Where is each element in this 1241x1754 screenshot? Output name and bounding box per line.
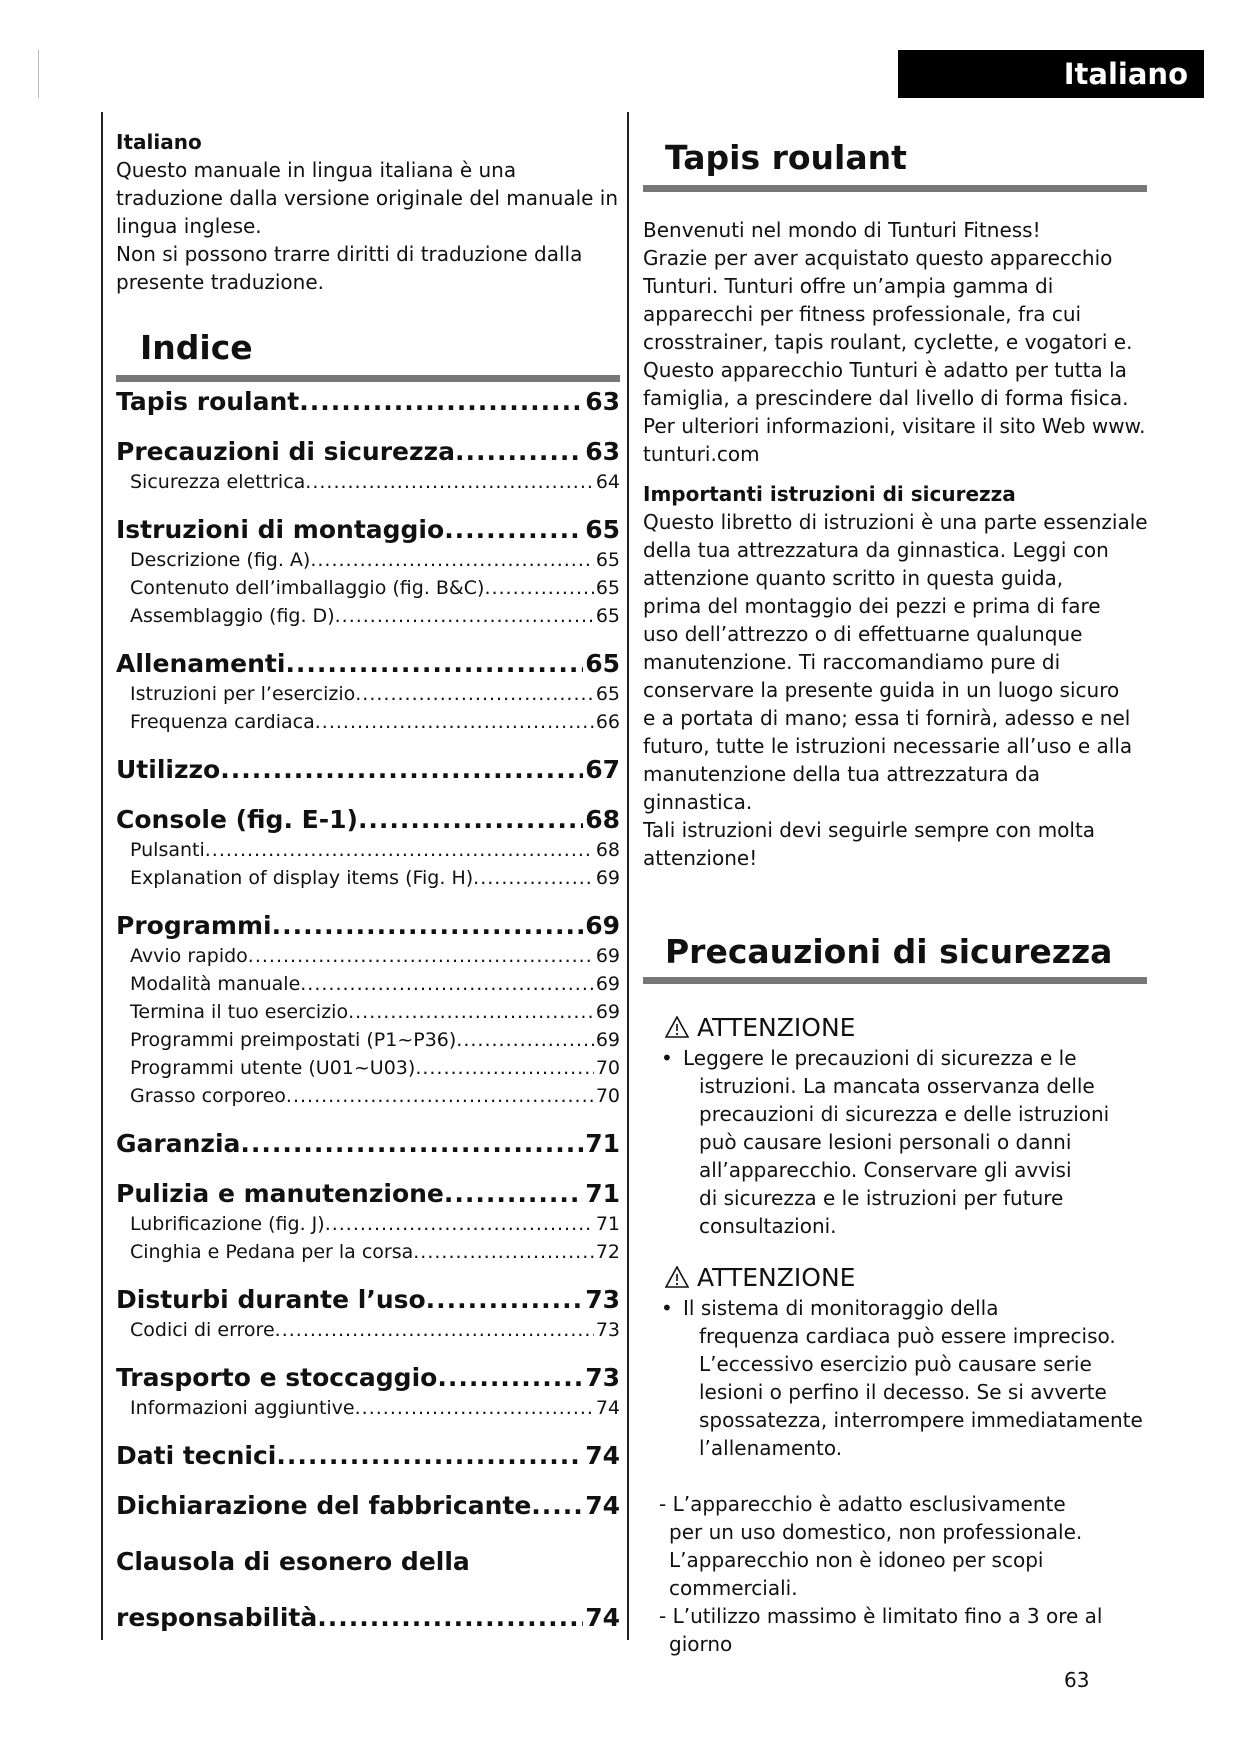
warning-label: ATTENZIONE	[697, 1012, 856, 1042]
warning-label: ATTENZIONE	[697, 1262, 856, 1292]
toc-entry[interactable]	[116, 648, 620, 680]
toc-leader-dots	[220, 754, 583, 786]
text-line: Benvenuti nel mondo di Tunturi Fitness!	[643, 218, 1041, 242]
toc-subentry-title: Descrizione (fig. A)	[130, 549, 311, 571]
text-line: della tua attrezzatura da ginnastica. Leggi con	[643, 538, 1109, 562]
toc-subentry-page: 65	[595, 605, 620, 627]
warning-text: di sicurezza e le istruzioni per future	[699, 1186, 1064, 1210]
intro-line: presente traduzione.	[116, 270, 325, 294]
toc-entry-page: 74	[585, 1441, 620, 1470]
toc-leader-dots	[348, 998, 594, 1026]
toc-leader-dots	[413, 1238, 594, 1266]
toc-entry-page: 71	[585, 1129, 620, 1158]
left-column	[116, 128, 620, 1634]
text-line: apparecchi per fitness professionale, fra cui	[643, 302, 1082, 326]
toc-list	[116, 386, 620, 1522]
tapis-welcome-text	[643, 216, 1153, 468]
toc-subentry[interactable]	[116, 602, 620, 630]
toc-entry-title: Dati tecnici	[116, 1441, 277, 1470]
intro-line: Non si possono trarre diritti di traduzione dalla	[116, 242, 583, 266]
toc-title-rule	[116, 375, 620, 382]
toc-subentry-title: Contenuto dell’imballaggio (fig. B&C)	[130, 577, 485, 599]
toc-subentry[interactable]	[116, 1394, 620, 1422]
toc-entry[interactable]	[116, 1178, 620, 1210]
warning-triangle-icon	[665, 1266, 689, 1288]
toc-subentry[interactable]	[116, 942, 620, 970]
toc-subentry-title: Modalità manuale	[130, 973, 301, 995]
text-line: tunturi.com	[643, 442, 760, 466]
toc-entry-title: Trasporto e stoccaggio	[116, 1363, 438, 1392]
toc-subentry-title: Lubrificazione (fig. J)	[130, 1213, 325, 1235]
section-rule-tapis	[643, 185, 1147, 192]
text-line: Tunturi. Tunturi offre un’ampia gamma di	[643, 274, 1054, 298]
warning-text: precauzioni di sicurezza e delle istruzioni	[699, 1102, 1110, 1126]
toc-subentry-title: Explanation of display items (Fig. H)	[130, 867, 474, 889]
warning-text: l’allenamento.	[699, 1436, 843, 1460]
toc-entry[interactable]	[116, 1128, 620, 1160]
toc-subentry[interactable]	[116, 836, 620, 864]
toc-leader-dots	[315, 708, 594, 736]
toc-subentry-page: 69	[595, 1001, 620, 1023]
toc-title: Indice	[140, 328, 253, 367]
note-line: commerciali.	[669, 1576, 798, 1600]
toc-entry[interactable]	[116, 514, 620, 546]
text-line: Questo apparecchio Tunturi è adatto per tutta la	[643, 358, 1127, 382]
toc-subentry[interactable]	[116, 1210, 620, 1238]
warning-text: Il sistema di monitoraggio della	[683, 1296, 999, 1320]
toc-subentry-title: Assemblaggio (fig. D)	[130, 605, 335, 627]
text-line: attenzione!	[643, 846, 758, 870]
toc-leader-dots	[248, 942, 594, 970]
toc-entry-page: 69	[585, 911, 620, 940]
toc-leader-dots	[444, 514, 583, 546]
toc-entry[interactable]	[116, 804, 620, 836]
toc-entry-page: 63	[585, 387, 620, 416]
toc-subentry-page: 69	[595, 973, 620, 995]
intro-line: Questo manuale in lingua italiana è una	[116, 158, 517, 182]
toc-subentry-title: Programmi preimpostati (P1~P36)	[130, 1029, 457, 1051]
section-rule-precauzioni	[643, 977, 1147, 984]
text-line: prima del montaggio dei pezzi e prima di fare	[643, 594, 1101, 618]
toc-entry-disclaimer[interactable]: responsabilità ..... 74	[116, 1602, 620, 1634]
text-line: manutenzione. Ti raccomandiamo pure di	[643, 650, 1061, 674]
toc-subentry[interactable]	[116, 864, 620, 892]
toc-subentry-title: Codici di errore	[130, 1319, 275, 1341]
intro-heading: Italiano	[116, 130, 202, 154]
text-line: uso dell’attrezzo o di effettuarne qualunque	[643, 622, 1083, 646]
toc-entry-page: 74	[585, 1491, 620, 1520]
note-line: L’apparecchio non è idoneo per scopi	[669, 1548, 1044, 1572]
toc-leader-dots	[300, 970, 594, 998]
toc-subentry[interactable]	[116, 1316, 620, 1344]
toc-entry-disclaimer-line1[interactable]: Clausola di esonero della	[116, 1547, 470, 1576]
section-title-tapis: Tapis roulant	[665, 138, 907, 177]
section-title-precauzioni: Precauzioni di sicurezza	[665, 932, 1113, 971]
toc-entry-page: 73	[585, 1285, 620, 1314]
toc-leader-dots	[276, 1440, 583, 1472]
toc-subentry[interactable]	[116, 708, 620, 736]
toc-subentry-title: Pulsanti	[130, 839, 205, 861]
note-line: giorno	[669, 1632, 733, 1656]
text-line: Per ulteriori informazioni, visitare il sito Web www.	[643, 414, 1146, 438]
toc-entry[interactable]	[116, 910, 620, 942]
toc-leader-dots	[240, 1128, 583, 1160]
toc-leader-dots	[305, 468, 594, 496]
text-line: famiglia, a prescindere dal livello di forma fisica.	[643, 386, 1129, 410]
toc-leader-dots	[473, 864, 594, 892]
toc-leader-dots	[317, 1602, 583, 1634]
toc-subentry-page: 65	[595, 549, 620, 571]
toc-subentry-title: Sicurezza elettrica	[130, 471, 306, 493]
right-column	[643, 138, 1153, 1658]
language-tab: Italiano	[898, 50, 1204, 98]
toc-subentry-page: 70	[595, 1057, 620, 1079]
text-line: Tali istruzioni devi seguirle sempre con molta	[643, 818, 1096, 842]
intro-line: lingua inglese.	[116, 214, 262, 238]
toc-subentry[interactable]	[116, 1026, 620, 1054]
toc-subentry-page: 69	[595, 945, 620, 967]
toc-subentry[interactable]	[116, 468, 620, 496]
toc-subentry[interactable]	[116, 1054, 620, 1082]
toc-leader-dots	[358, 804, 583, 836]
toc-leader-dots	[335, 602, 594, 630]
toc-leader-dots	[299, 386, 583, 418]
toc-subentry[interactable]	[116, 1082, 620, 1110]
toc-entry[interactable]	[116, 1440, 620, 1472]
toc-entry-page: 65	[585, 649, 620, 678]
warning-text: lesioni o perfino il decesso. Se si avverte	[699, 1380, 1107, 1404]
toc-subentry-page: 71	[595, 1213, 620, 1235]
toc-entry[interactable]	[116, 436, 620, 468]
left-margin-line	[101, 112, 103, 1640]
toc-leader-dots	[355, 1394, 594, 1422]
warning-text: consultazioni.	[699, 1214, 837, 1238]
toc-entry-title: Garanzia	[116, 1129, 241, 1158]
toc-subentry-title: Cinghia e Pedana per la corsa	[130, 1241, 414, 1263]
toc-leader-dots	[285, 648, 583, 680]
toc-entry-title: Tapis roulant	[116, 387, 300, 416]
toc-entry-title: Precauzioni di sicurezza	[116, 437, 455, 466]
toc-entry-title: Console (fig. E-1)	[116, 805, 358, 834]
toc-leader-dots	[531, 1490, 583, 1522]
toc-subentry-page: 69	[595, 1029, 620, 1051]
toc-entry-page: 67	[585, 755, 620, 784]
warning-text: L’eccessivo esercizio può causare serie	[699, 1352, 1092, 1376]
warning-block	[643, 1260, 1153, 1462]
toc-subentry-page: 64	[595, 471, 620, 493]
toc-entry-page: 63	[585, 437, 620, 466]
toc-leader-dots	[444, 1178, 583, 1210]
toc-subentry[interactable]	[116, 998, 620, 1026]
toc-subentry-title: Avvio rapido	[130, 945, 248, 967]
toc-subentry[interactable]	[116, 1238, 620, 1266]
important-text	[643, 508, 1153, 872]
bullet-icon: •	[661, 1296, 673, 1320]
toc-subentry-title: Programmi utente (U01~U03)	[130, 1057, 416, 1079]
toc-subentry-page: 73	[595, 1319, 620, 1341]
toc-entry-title: Utilizzo	[116, 755, 221, 784]
warning-text: frequenza cardiaca può essere impreciso.	[699, 1324, 1116, 1348]
toc-subentry[interactable]	[116, 680, 620, 708]
toc-entry-title: Dichiarazione del fabbricante	[116, 1491, 532, 1520]
column-divider	[627, 112, 629, 1640]
toc-entry-page: 71	[585, 1179, 620, 1208]
toc-subentry[interactable]	[116, 970, 620, 998]
toc-entry-page: 65	[585, 515, 620, 544]
toc-subentry-page: 65	[595, 577, 620, 599]
toc-entry-title: Istruzioni di montaggio	[116, 515, 445, 544]
toc-entry-page: 73	[585, 1363, 620, 1392]
toc-leader-dots	[272, 910, 584, 942]
note-line: - L’utilizzo massimo è limitato fino a 3 ore al	[659, 1604, 1103, 1628]
toc-subentry-title: Frequenza cardiaca	[130, 711, 315, 733]
toc-leader-dots	[415, 1054, 594, 1082]
important-heading: Importanti istruzioni di sicurezza	[643, 482, 1016, 506]
toc-entry-title: Pulizia e manutenzione	[116, 1179, 444, 1208]
text-line: futuro, tutte le istruzioni necessarie all’uso e alla	[643, 734, 1133, 758]
toc-subentry-page: 65	[595, 683, 620, 705]
text-line: crosstrainer, tapis roulant, cyclette, e vogatori e.	[643, 330, 1133, 354]
toc-entry-title: Programmi	[116, 911, 272, 940]
note-line: per un uso domestico, non professionale.	[669, 1520, 1083, 1544]
toc-leader-dots	[310, 546, 593, 574]
warning-text: spossatezza, interrompere immediatamente	[699, 1408, 1143, 1432]
toc-leader-dots	[456, 1026, 594, 1054]
toc-subentry-page: 69	[595, 867, 620, 889]
toc-entry[interactable]	[116, 1362, 620, 1394]
intro-line: traduzione dalla versione originale del manuale in	[116, 186, 619, 210]
bullet-icon: •	[661, 1046, 673, 1070]
toc-leader-dots	[437, 1362, 583, 1394]
toc-leader-dots	[205, 836, 594, 864]
toc-subentry-title: Istruzioni per l’esercizio	[130, 683, 356, 705]
text-line: manutenzione della tua attrezzatura da ginnastica.	[643, 762, 1040, 814]
note-line: - L’apparecchio è adatto esclusivamente	[659, 1492, 1066, 1516]
toc-leader-dots	[325, 1210, 594, 1238]
toc-entry-title: Disturbi durante l’uso	[116, 1285, 426, 1314]
toc-entry[interactable]	[116, 754, 620, 786]
toc-subentry-title: Informazioni aggiuntive	[130, 1397, 355, 1419]
warning-text: istruzioni. La mancata osservanza delle	[699, 1074, 1095, 1098]
toc-entry-title: Allenamenti	[116, 649, 286, 678]
text-line: attenzione quanto scritto in questa guida,	[643, 566, 1064, 590]
page-edge-mark	[38, 50, 39, 98]
toc-leader-dots	[455, 436, 583, 468]
warning-text: può causare lesioni personali o danni	[699, 1130, 1072, 1154]
toc-leader-dots	[355, 680, 594, 708]
toc-entry[interactable]	[116, 1284, 620, 1316]
toc-entry-page: 68	[585, 805, 620, 834]
warning-triangle-icon	[665, 1016, 689, 1038]
toc-subentry-title: Termina il tuo esercizio	[130, 1001, 349, 1023]
notes-block	[643, 1490, 1153, 1658]
toc-leader-dots	[484, 574, 593, 602]
toc-leader-dots	[426, 1284, 584, 1316]
toc-leader-dots	[286, 1082, 594, 1110]
toc-subentry[interactable]	[116, 546, 620, 574]
warning-text: all’apparecchio. Conservare gli avvisi	[699, 1158, 1072, 1182]
toc-subentry-page: 74	[595, 1397, 620, 1419]
toc-subentry-page: 70	[595, 1085, 620, 1107]
text-line: conservare la presente guida in un luogo sicuro	[643, 678, 1120, 702]
text-line: e a portata di mano; essa ti fornirà, adesso e nel	[643, 706, 1131, 730]
toc-entry[interactable]	[116, 1490, 620, 1522]
toc-subentry-page: 72	[595, 1241, 620, 1263]
toc-leader-dots	[275, 1316, 594, 1344]
toc-subentry-page: 66	[595, 711, 620, 733]
toc-subentry-title: Grasso corporeo	[130, 1085, 286, 1107]
toc-entry[interactable]	[116, 386, 620, 418]
warning-block	[643, 1010, 1153, 1240]
toc-subentry[interactable]	[116, 574, 620, 602]
warning-text: Leggere le precauzioni di sicurezza e le	[683, 1046, 1077, 1070]
text-line: Grazie per aver acquistato questo apparecchio	[643, 246, 1113, 270]
toc-subentry-page: 68	[595, 839, 620, 861]
text-line: Questo libretto di istruzioni è una parte essenziale	[643, 510, 1148, 534]
page-number: 63	[1064, 1668, 1090, 1692]
